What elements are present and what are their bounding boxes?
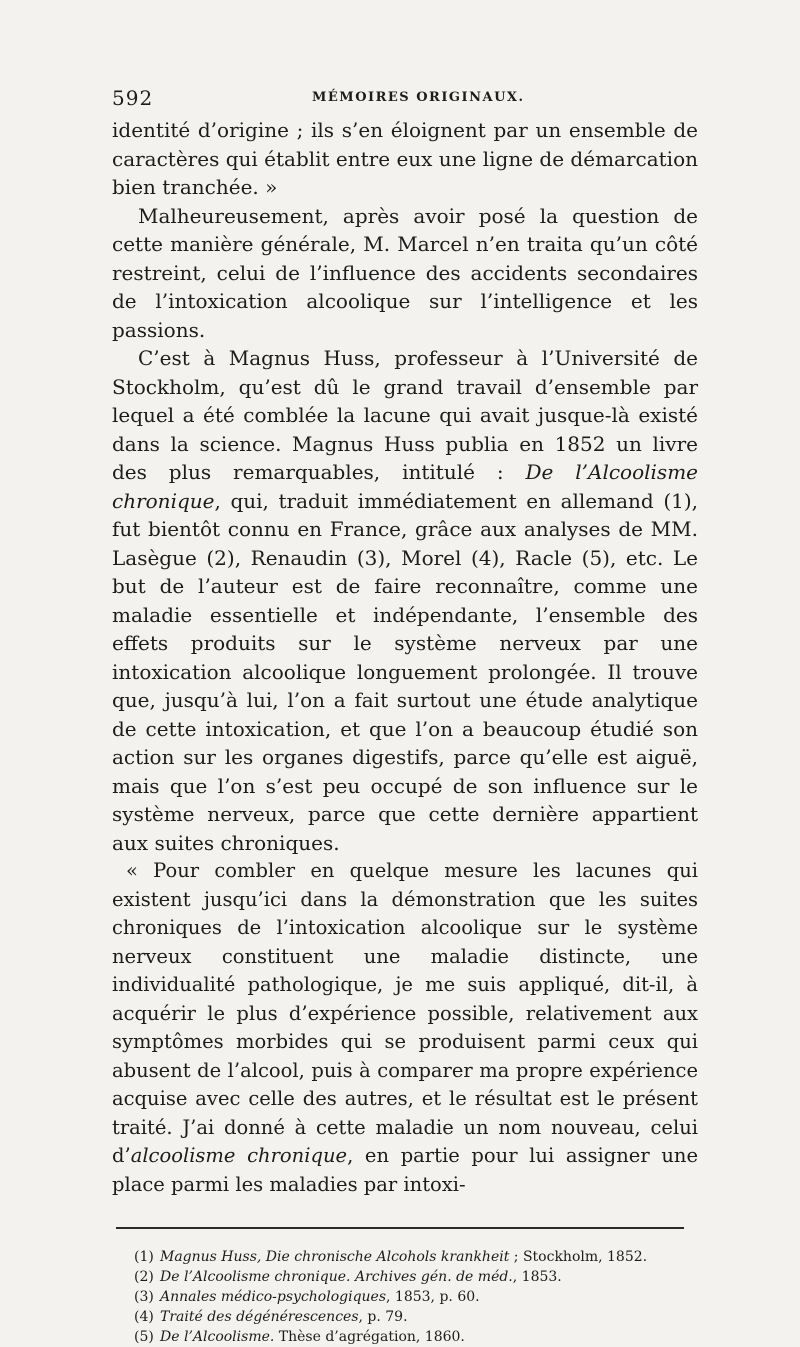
footnote-title: Traité des dégénérescences bbox=[160, 1309, 359, 1325]
footnote-number: (3) bbox=[134, 1289, 154, 1305]
footnote-number: (1) bbox=[134, 1249, 154, 1265]
footnote-title: Magnus Huss, Die chronische Alcohols krankheit bbox=[160, 1249, 510, 1265]
paragraph-2: Malheureusement, après avoir posé la question de cette manière générale, M. Marcel n’en traita qu’un côté restreint, celui de l’influence des accidents secondaires de l’intoxication alcoolique sur l’intelligence et les passions. bbox=[112, 203, 698, 342]
paragraph-3-part-a: C’est à Magnus Huss, professeur à l’Université de Stockholm, qu’est dû le grand travail d’ensemble par lequel a été comblée la lacune qui avait jusque-là existé dans la science. Magnus Huss publia en 1852 un livre des plus remarquables, intitulé : bbox=[112, 346, 698, 484]
footnote-rule bbox=[116, 1227, 684, 1229]
footnote-details: , 1853. bbox=[512, 1269, 562, 1285]
body-text bbox=[112, 116, 698, 1199]
footnote-2 bbox=[134, 1267, 698, 1287]
footnote-title: De l’Alcoolisme. bbox=[160, 1329, 275, 1345]
page-number: 592 bbox=[112, 86, 154, 110]
footnotes bbox=[134, 1247, 698, 1347]
footnote-1 bbox=[134, 1247, 698, 1267]
footnote-3 bbox=[134, 1287, 698, 1307]
footnote-details: , p. 79. bbox=[358, 1309, 408, 1325]
quote-part-b: , en partie pour lui assigner une place parmi les maladies par intoxi- bbox=[112, 1144, 698, 1196]
footnote-5 bbox=[134, 1327, 698, 1347]
running-title: MÉMOIRES ORIGINAUX. bbox=[312, 90, 525, 105]
footnote-number: (5) bbox=[134, 1329, 154, 1345]
page bbox=[112, 86, 698, 1347]
footnote-4 bbox=[134, 1307, 698, 1327]
quote-paragraph bbox=[112, 857, 698, 1199]
quote-part-a: « Pour combler en quelque mesure les lacunes qui existent jusqu’ici dans la démonstration que les suites chroniques de l’intoxication alcoolique sur le système nerveux constituent une maladie distincte, une individualité pathologique, je me suis appliqué, dit-il, à acquérir le plus d’expérience possible, relativement aux symptômes morbides qui se produisent parmi ceux qui abusent de l’alcool, puis à comparer ma propre expérience acquise avec celle des autres, et le résultat est le présent traité. J’ai donné à cette maladie un nom nouveau, celui d’ bbox=[112, 859, 698, 1167]
footnote-details: , 1853, p. 60. bbox=[386, 1289, 480, 1305]
book-title-alcoolisme-chronique: De l’Alcoolisme chronique bbox=[112, 460, 698, 513]
footnote-title: Annales médico-psychologiques bbox=[160, 1289, 387, 1305]
paragraph-3-part-b: , qui, traduit immédiatement en allemand (1), fut bientôt connu en France, grâce aux analyses de MM. Lasègue (2), Renaudin (3), Morel (4), Racle (5), etc. Le but de l’auteur est de faire reconnaître, comme une maladie essentielle et indépendante, l’ensemble des effets produits sur le système nerveux par une intoxication alcoolique longuement prolongée. Il trouve que, jusqu’à lui, l’on a fait surtout une étude analytique de cette intoxication, et que l’on a beaucoup étudié son action sur les organes digestifs, parce qu’elle est aiguë, mais que l’on s’est peu occupé de son influence sur le système nerveux, parce que cette dernière appartient aux suites chroniques. bbox=[112, 488, 698, 855]
footnote-details: ; Stockholm, 1852. bbox=[509, 1249, 648, 1265]
page-header bbox=[112, 86, 698, 114]
paragraph-1: identité d’origine ; ils s’en éloignent par un ensemble de caractères qui établit entre eux une ligne de démarcation bien tranchée. » bbox=[112, 118, 698, 199]
footnote-details: Thèse d’agrégation, 1860. bbox=[274, 1329, 465, 1345]
footnote-number: (4) bbox=[134, 1309, 154, 1325]
term-alcoolisme-chronique: alcoolisme chronique bbox=[130, 1144, 348, 1167]
footnote-title: De l’Alcoolisme chronique. Archives gén. de méd. bbox=[160, 1269, 513, 1285]
paragraph-3 bbox=[112, 344, 698, 857]
footnote-number: (2) bbox=[134, 1269, 154, 1285]
